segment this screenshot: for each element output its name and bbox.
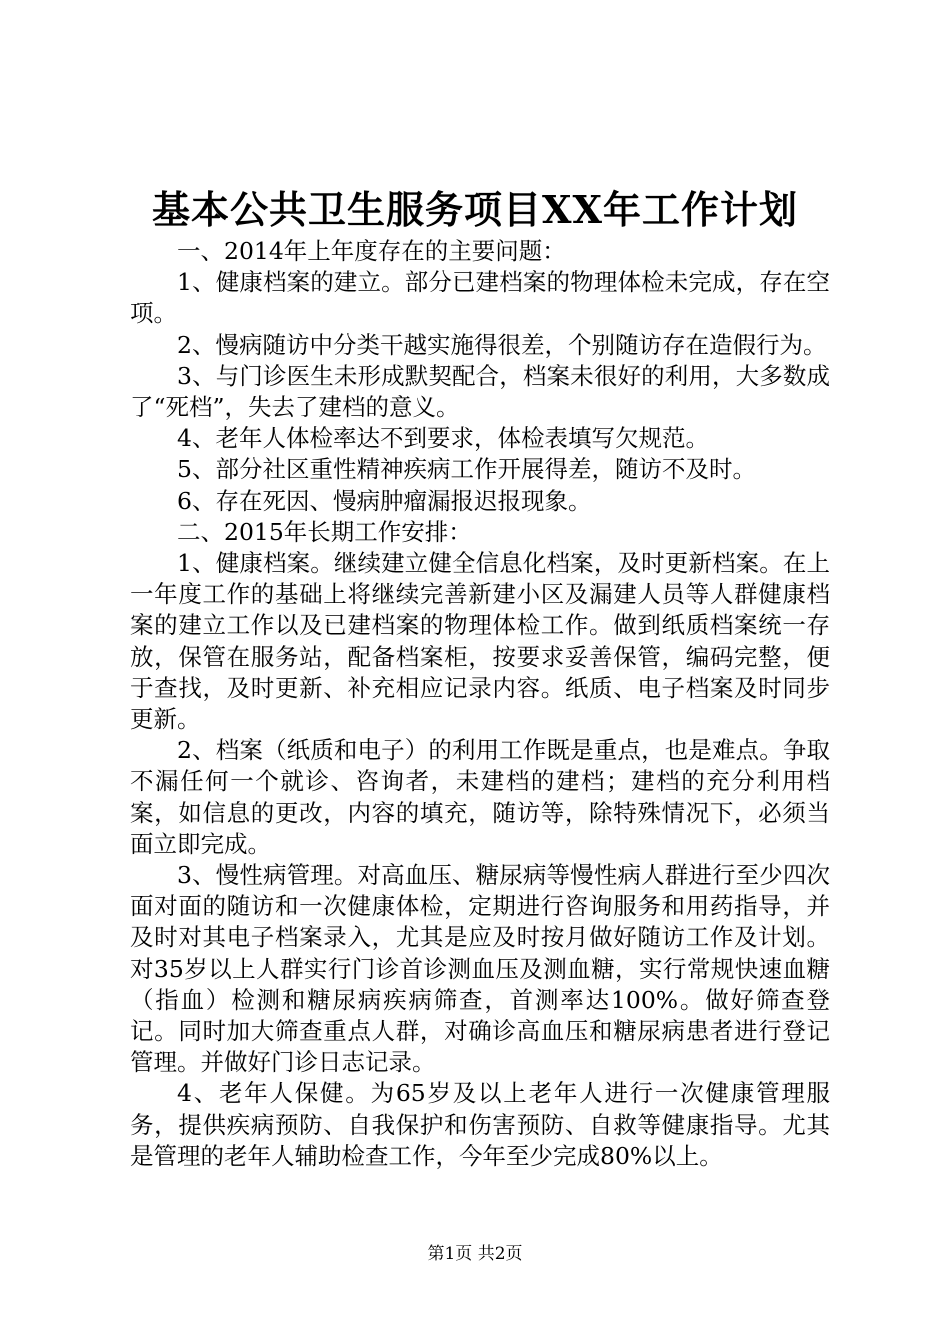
paragraph: 6、存在死因、慢病肿瘤漏报迟报现象。 [177,486,592,515]
section-heading: 一、2014年上年度存在的主要问题： [177,237,566,265]
paragraph: 3、慢性病管理。对高血压、糖尿病等慢性病人群进行至少四次面对面的随访和一次健康体检，定期进行咨询服务和用药指导，并及时对其电子档案录入，尤其是应及时按月做好随访工作及计划。对35岁以上人群实行门诊首诊测血压及测血糖，实行常规快速血糖（指血）检测和糖尿病疾病筛查，首测率达100%。做好筛查登记。同时加大筛查重点人群，对确诊高血压和糖尿病患者进行登记管理。并做好门诊日志记录。 [130,861,830,1077]
document-title: 基本公共卫生服务项目XX年工作计划 [152,187,798,232]
document-body [130,236,830,1172]
paragraph: 1、健康档案。继续建立健全信息化档案，及时更新档案。在上一年度工作的基础上将继续完善新建小区及漏建人员等人群健康档案的建立工作以及已建档案的物理体检工作。做到纸质档案统一存放，保管在服务站，配备档案柜，按要求妥善保管，编码完整，便于查找，及时更新、补充相应记录内容。纸质、电子档案及时同步更新。 [130,549,830,734]
paragraph: 5、部分社区重性精神疾病工作开展得差，随访不及时。 [177,455,756,484]
paragraph: 1、健康档案的建立。部分已建档案的物理体检未完成，存在空项。 [130,268,830,328]
paragraph: 4、老年人保健。为65岁及以上老年人进行一次健康管理服务，提供疾病预防、自我保护和伤害预防、自救等健康指导。尤其是管理的老年人辅助检查工作，今年至少完成80%以上。 [130,1079,830,1170]
section-heading: 二、2015年长期工作安排： [177,517,472,546]
paragraph: 4、老年人体检率达不到要求，体检表填写欠规范。 [177,424,709,453]
paragraph: 3、与门诊医生未形成默契配合，档案未很好的利用，大多数成了“死档”，失去了建档的意义。 [130,361,830,422]
page-footer: 第1页 共2页 [427,1244,523,1264]
paragraph: 2、慢病随访中分类干越实施得很差，个别随访存在造假行为。 [177,330,827,359]
paragraph: 2、档案（纸质和电子）的利用工作既是重点，也是难点。争取不漏任何一个就诊、咨询者，未建档的建档；建档的充分利用档案，如信息的更改，内容的填充，随访等，除特殊情况下，必须当面立即完成。 [130,736,830,858]
